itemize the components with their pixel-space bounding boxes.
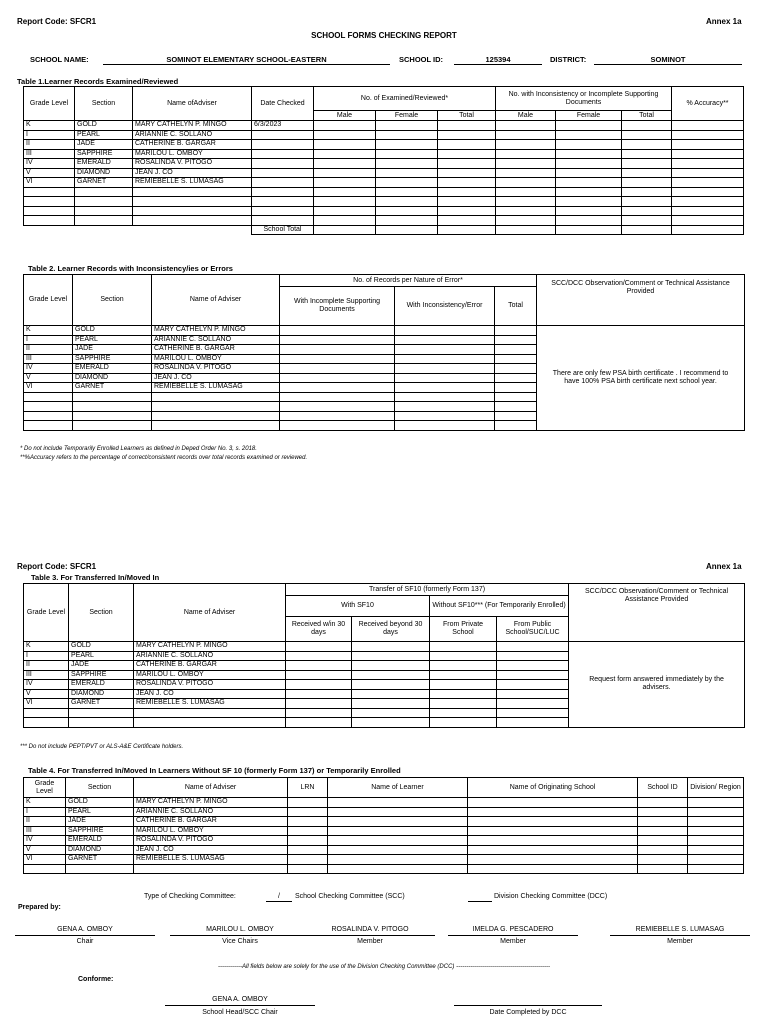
signatory-vice-chair-role: Vice Chairs [222, 938, 258, 945]
table-row [24, 206, 744, 216]
t3-h-public: From Public School/SUC/LUC [497, 617, 569, 642]
t3-h-private: From Private School [430, 617, 497, 642]
t1-h-female: Female [376, 111, 438, 121]
t3-h-adviser: Name of Adviser [134, 584, 286, 642]
t4-h-learner: Name of Learner [328, 778, 468, 798]
table1 [23, 86, 744, 235]
table3-caption: Table 3. For Transferred In/Moved In [31, 573, 160, 582]
table1-caption: Table 1.Learner Records Examined/Reviewed [17, 77, 179, 86]
scc-option: School Checking Committee (SCC) [295, 893, 405, 900]
table4-caption: Table 4. For Transferred In/Moved In Learners Without SF 10 (formerly Form 137) or Temporarily Enrolled [28, 766, 401, 775]
t3-h-with: With SF10 [286, 596, 430, 617]
table3 [23, 583, 745, 728]
school-name-value: SOMINOT ELEMENTARY SCHOOL-EASTERN [166, 55, 327, 64]
t1-h-male2: Male [496, 111, 556, 121]
table-row: VI GARNET REMIEBELLE S. LUMASAG [24, 383, 745, 393]
date-completed-label: Date Completed by DCC [489, 1009, 567, 1016]
table-row: IV EMERALD ROSALINDA V. PITOGO [24, 159, 744, 169]
note-pept: *** Do not include PEPT/PVT or ALS-A&E Certificate holders. [20, 744, 184, 750]
conforme-label: Conforme: [78, 976, 114, 983]
table-row: IV EMERALD ROSALINDA V. PITOGO [24, 680, 745, 690]
t2-h-total: Total [495, 287, 537, 326]
t4-h-section: Section [66, 778, 134, 798]
signatory-member-3-name: REMIEBELLE S. LUMASAG [635, 926, 725, 933]
table-row: VI GARNET REMIEBELLE S. LUMASAG [24, 699, 745, 709]
signatory-member-2-role: Member [500, 938, 526, 945]
table-row: I PEARL ARIANNIE C. SOLLANO [24, 807, 744, 817]
table4 [23, 777, 744, 874]
t1-h-section: Section [75, 87, 133, 121]
t1-h-accuracy: % Accuracy** [672, 87, 744, 121]
table-row [24, 216, 744, 226]
signatory-vice-chair-name: MARILOU L. OMBOY [206, 926, 274, 933]
t2-observation: There are only few PSA birth certificate . I recommend to have 100% PSA birth certificate next school year. [537, 326, 745, 431]
page-title: SCHOOL FORMS CHECKING REPORT [311, 31, 457, 40]
t2-h-inconsistency: With Inconsistency/Error [395, 287, 495, 326]
t1-h-grade: Grade Level [24, 87, 75, 121]
t4-h-lrn: LRN [288, 778, 328, 798]
table-row: IV EMERALD ROSALINDA V. PITOGO [24, 836, 744, 846]
t1-h-adviser: Name ofAdviser [133, 87, 252, 121]
scc-checkmark: / [278, 893, 280, 900]
annex-label-2: Annex 1a [706, 562, 742, 571]
table-row: III SAPPHIRE MARILOU L. OMBOY [24, 670, 745, 680]
table-row: V DIAMOND JEAN J. CO [24, 845, 744, 855]
t3-h-transfer: Transfer of SF10 (formerly Form 137) [286, 584, 569, 596]
t2-h-incomplete: With Incomplete Supporting Documents [280, 287, 395, 326]
table-row: I PEARL ARIANNIE C. SOLLANO [24, 651, 745, 661]
table-row: II JADE CATHERINE B. GARGAR [24, 817, 744, 827]
t1-h-inconsistency: No. with Inconsistency or Incomplete Supporting Documents [496, 87, 672, 111]
school-total-row: School Total [24, 225, 744, 235]
note-temporarily-enrolled: * Do not include Temporarily Enrolled Learners as defined in Deped Order No. 3, s. 2018. [20, 446, 257, 452]
t2-h-section: Section [73, 275, 152, 326]
committee-type-label: Type of Checking Committee: [144, 893, 236, 900]
table-row: V DIAMOND JEAN J. CO [24, 373, 745, 383]
table-row: V DIAMOND JEAN J. CO [24, 168, 744, 178]
t3-h-beyond: Received beyond 30 days [352, 617, 430, 642]
t2-h-nature: No. of Records per Nature of Error* [280, 275, 537, 287]
t3-h-grade: Grade Level [24, 584, 69, 642]
table-row: I PEARL ARIANNIE C. SOLLANO [24, 130, 744, 140]
table-row: II JADE CATHERINE B. GARGAR [24, 661, 745, 671]
t2-h-adviser: Name of Adviser [152, 275, 280, 326]
signatory-member-1-name: ROSALINDA V. PITOGO [331, 926, 409, 933]
t3-h-obs: SCC/DCC Observation/Comment or Technical Assistance Provided [569, 584, 745, 642]
table-row: VI GARNET REMIEBELLE S. LUMASAG [24, 855, 744, 865]
t1-h-total2: Total [622, 111, 672, 121]
dcc-only-note: ------------All fields below are solely for the use of the Division Checking Committee (DCC) ----------------------------------------------- [218, 964, 550, 970]
t4-h-adviser: Name of Adviser [134, 778, 288, 798]
t3-h-within: Received w/in 30 days [286, 617, 352, 642]
t1-h-total: Total [438, 111, 496, 121]
signatory-member-2-name: IMELDA G. PESCADERO [472, 926, 554, 933]
table2-caption: Table 2. Learner Records with Inconsistency/ies or Errors [28, 264, 233, 273]
signatory-chair-name: GENA A. OMBOY [57, 926, 113, 933]
table-row: III SAPPHIRE MARILOU L. OMBOY [24, 826, 744, 836]
t3-h-without: Without SF10*** (For Temporarily Enrolled) [430, 596, 569, 617]
table-row: K GOLD MARY CATHELYN P. MINGO 6/3/2023 [24, 121, 744, 131]
t1-h-female2: Female [556, 111, 622, 121]
t4-h-division: Division/ Region [688, 778, 744, 798]
table-row: I PEARL ARIANNIE C. SOLLANO [24, 335, 745, 345]
dcc-option: Division Checking Committee (DCC) [494, 893, 608, 900]
t2-h-grade: Grade Level [24, 275, 73, 326]
signatory-chair-role: Chair [76, 938, 94, 945]
annex-label: Annex 1a [706, 17, 742, 26]
t2-h-obs: SCC/DCC Observation/Comment or Technical Assistance Provided [537, 275, 745, 326]
table-row [24, 864, 744, 874]
t1-h-date: Date Checked [252, 87, 314, 121]
t4-h-grade: Grade Level [24, 778, 66, 798]
table2 [23, 274, 745, 431]
t4-h-school-id: School ID [638, 778, 688, 798]
note-accuracy: **%Accuracy refers to the percentage of correct/consistent records over total records examined or reviewed. [20, 455, 308, 461]
table-row: K GOLD MARY CATHELYN P. MINGO Request form answered immediately by the advisers. [24, 642, 745, 652]
school-name-label: SCHOOL NAME: [30, 55, 89, 64]
table-row [24, 197, 744, 207]
table-row: VI GARNET REMIEBELLE S. LUMASAG [24, 178, 744, 188]
district-label: DISTRICT: [550, 55, 587, 64]
district-value: SOMINOT [650, 55, 686, 64]
table-row: II JADE CATHERINE B. GARGAR [24, 345, 745, 355]
signatory-member-3-role: Member [667, 938, 693, 945]
school-head-role: School Head/SCC Chair [202, 1009, 278, 1016]
table-row: V DIAMOND JEAN J. CO [24, 689, 745, 699]
school-id-value: 125394 [485, 55, 511, 64]
table-row: III SAPPHIRE MARILOU L. OMBOY [24, 149, 744, 159]
school-id-label: SCHOOL ID: [399, 55, 444, 64]
table-row: III SAPPHIRE MARILOU L. OMBOY [24, 354, 745, 364]
t4-h-origin: Name of Originating School [468, 778, 638, 798]
table-row: IV EMERALD ROSALINDA V. PITOGO [24, 364, 745, 374]
school-head-name: GENA A. OMBOY [212, 996, 268, 1003]
t1-h-examined: No. of Examined/Reviewed* [314, 87, 496, 111]
signatory-member-1-role: Member [357, 938, 383, 945]
table-row [24, 187, 744, 197]
t1-h-male: Male [314, 111, 376, 121]
t3-observation: Request form answered immediately by the advisers. [569, 642, 745, 728]
t3-h-section: Section [69, 584, 134, 642]
prepared-by-label: Prepared by: [18, 904, 61, 911]
table-row: K GOLD MARY CATHELYN P. MINGO [24, 798, 744, 808]
table-row: K GOLD MARY CATHELYN P. MINGO There are only few PSA birth certificate . I recommend to have 100% PSA birth certificate next school year. [24, 326, 745, 336]
report-code-2: Report Code: SFCR1 [17, 562, 97, 571]
table-row: II JADE CATHERINE B. GARGAR [24, 140, 744, 150]
report-code: Report Code: SFCR1 [17, 17, 97, 26]
